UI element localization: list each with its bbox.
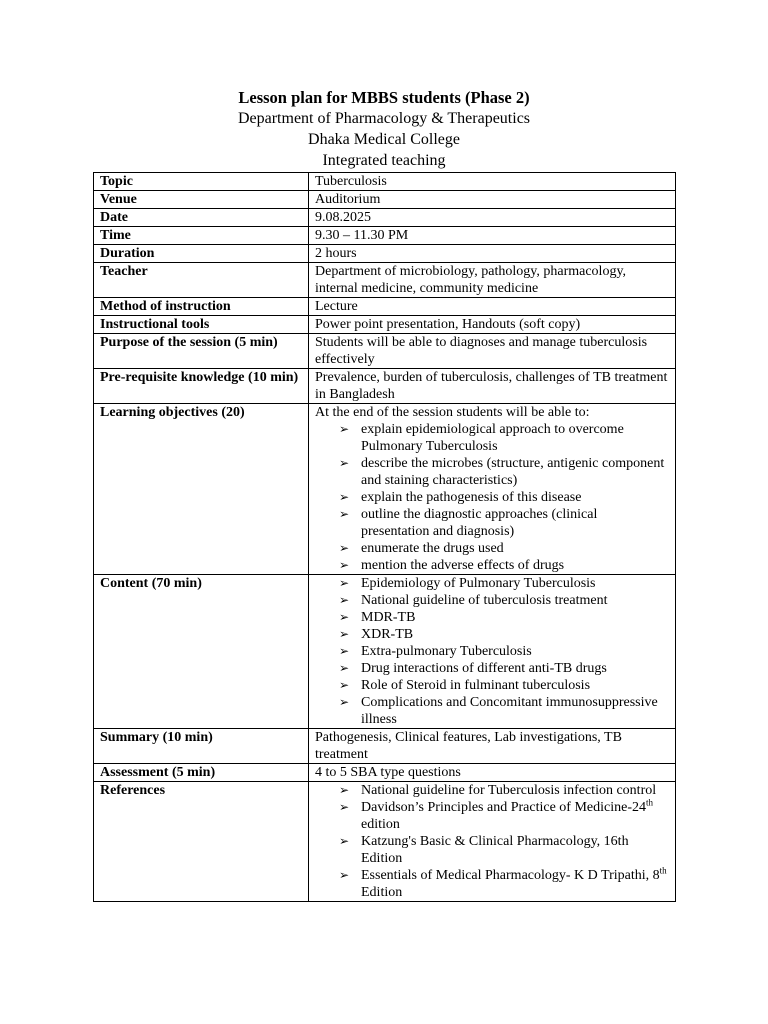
department-name: Department of Pharmacology & Therapeutics <box>237 110 531 127</box>
row-value <box>309 404 676 575</box>
table-row-content <box>94 575 676 729</box>
list-item-text: MDR-TB <box>361 610 416 625</box>
table-row-tools <box>94 316 676 334</box>
row-value: Department of microbiology, pathology, pharmacology, internal medicine, community medicine <box>309 263 676 298</box>
reference-text-suffix: edition <box>361 817 400 832</box>
table-row-objectives <box>94 404 676 575</box>
list-item-text: outline the diagnostic approaches (clinical presentation and diagnosis) <box>361 507 598 539</box>
reference-text: Davidson’s Principles and Practice of Medicine-24 <box>361 800 646 815</box>
arrow-bullet-icon: ➢ <box>339 610 350 624</box>
table-row-date <box>94 209 676 227</box>
row-label: References <box>94 782 309 902</box>
table-row-duration <box>94 245 676 263</box>
table-row-time <box>94 227 676 245</box>
row-label: Summary (10 min) <box>94 729 309 764</box>
objectives-intro: At the end of the session students will be able to: <box>315 405 590 420</box>
list-item-text: Extra-pulmonary Tuberculosis <box>361 644 532 659</box>
list-item-text: National guideline of tuberculosis treatment <box>361 593 608 608</box>
table-row-teacher <box>94 263 676 298</box>
arrow-bullet-icon: ➢ <box>339 783 350 797</box>
row-label: Instructional tools <box>94 316 309 334</box>
arrow-bullet-icon: ➢ <box>339 800 350 814</box>
list-item <box>339 506 669 540</box>
row-value: Auditorium <box>309 191 676 209</box>
arrow-bullet-icon: ➢ <box>339 576 350 590</box>
arrow-bullet-icon: ➢ <box>339 422 350 436</box>
table-row-references <box>94 782 676 902</box>
row-value: Pathogenesis, Clinical features, Lab investigations, TB treatment <box>309 729 676 764</box>
ordinal-superscript: th <box>645 797 653 808</box>
list-item <box>339 455 669 489</box>
table-row-venue <box>94 191 676 209</box>
list-item <box>339 489 669 506</box>
row-value <box>309 575 676 729</box>
row-value <box>309 782 676 902</box>
row-value: 4 to 5 SBA type questions <box>309 764 676 782</box>
teaching-type: Integrated teaching <box>322 152 446 169</box>
row-value: 2 hours <box>309 245 676 263</box>
arrow-bullet-icon: ➢ <box>339 627 350 641</box>
list-item <box>339 609 669 626</box>
ordinal-superscript: th <box>659 865 667 876</box>
row-label: Assessment (5 min) <box>94 764 309 782</box>
list-item-text: Epidemiology of Pulmonary Tuberculosis <box>361 576 596 591</box>
arrow-bullet-icon: ➢ <box>339 678 350 692</box>
arrow-bullet-icon: ➢ <box>339 558 350 572</box>
table-row-method <box>94 298 676 316</box>
list-item <box>339 867 669 901</box>
row-label: Purpose of the session (5 min) <box>94 334 309 369</box>
list-item <box>339 643 669 660</box>
row-label: Method of instruction <box>94 298 309 316</box>
content-list <box>315 575 669 728</box>
college-name: Dhaka Medical College <box>308 131 460 148</box>
table-row-assessment <box>94 764 676 782</box>
arrow-bullet-icon: ➢ <box>339 868 350 882</box>
row-value: Prevalence, burden of tuberculosis, challenges of TB treatment in Bangladesh <box>309 369 676 404</box>
row-label: Date <box>94 209 309 227</box>
row-label: Time <box>94 227 309 245</box>
list-item <box>339 782 669 799</box>
list-item <box>339 799 669 833</box>
row-label: Content (70 min) <box>94 575 309 729</box>
document-header <box>0 88 768 171</box>
document-title: Lesson plan for MBBS students (Phase 2) <box>238 88 530 107</box>
list-item <box>339 557 669 574</box>
list-item <box>339 626 669 643</box>
list-item <box>339 592 669 609</box>
list-item-text: Drug interactions of different anti-TB drugs <box>361 661 607 676</box>
arrow-bullet-icon: ➢ <box>339 490 350 504</box>
arrow-bullet-icon: ➢ <box>339 834 350 848</box>
list-item-text: enumerate the drugs used <box>361 541 504 556</box>
list-item <box>339 694 669 728</box>
arrow-bullet-icon: ➢ <box>339 541 350 555</box>
row-value: Lecture <box>309 298 676 316</box>
list-item-text: explain epidemiological approach to overcome Pulmonary Tuberculosis <box>361 422 624 454</box>
list-item <box>339 833 669 867</box>
arrow-bullet-icon: ➢ <box>339 593 350 607</box>
row-value: 9.08.2025 <box>309 209 676 227</box>
row-value: Power point presentation, Handouts (soft copy) <box>309 316 676 334</box>
table-row-purpose <box>94 334 676 369</box>
row-label: Topic <box>94 173 309 191</box>
list-item <box>339 660 669 677</box>
list-item-text: Complications and Concomitant immunosuppressive illness <box>361 695 658 727</box>
list-item-text: explain the pathogenesis of this disease <box>361 490 582 505</box>
list-item <box>339 540 669 557</box>
objectives-list <box>315 421 669 574</box>
table-row-prerequisite <box>94 369 676 404</box>
arrow-bullet-icon: ➢ <box>339 456 350 470</box>
row-value: Students will be able to diagnoses and manage tuberculosis effectively <box>309 334 676 369</box>
list-item <box>339 677 669 694</box>
row-value: 9.30 – 11.30 PM <box>309 227 676 245</box>
row-label: Learning objectives (20) <box>94 404 309 575</box>
arrow-bullet-icon: ➢ <box>339 507 350 521</box>
reference-text: Katzung's Basic & Clinical Pharmacology, 16th Edition <box>361 834 629 866</box>
row-label: Duration <box>94 245 309 263</box>
arrow-bullet-icon: ➢ <box>339 644 350 658</box>
list-item <box>339 575 669 592</box>
list-item-text: XDR-TB <box>361 627 414 642</box>
table-row-topic <box>94 173 676 191</box>
arrow-bullet-icon: ➢ <box>339 695 350 709</box>
list-item-text: Role of Steroid in fulminant tuberculosis <box>361 678 591 693</box>
row-label: Venue <box>94 191 309 209</box>
reference-text: Essentials of Medical Pharmacology- K D Tripathi, 8 <box>361 868 660 883</box>
list-item <box>339 421 669 455</box>
table-row-summary <box>94 729 676 764</box>
lesson-plan-table <box>93 172 676 902</box>
list-item-text: mention the adverse effects of drugs <box>361 558 565 573</box>
row-label: Pre-requisite knowledge (10 min) <box>94 369 309 404</box>
reference-text-suffix: Edition <box>361 885 403 900</box>
row-label: Teacher <box>94 263 309 298</box>
row-value: Tuberculosis <box>309 173 676 191</box>
list-item-text: describe the microbes (structure, antigenic component and staining characteristics) <box>361 456 665 488</box>
arrow-bullet-icon: ➢ <box>339 661 350 675</box>
references-list <box>315 782 669 901</box>
reference-text: National guideline for Tuberculosis infection control <box>361 783 657 798</box>
